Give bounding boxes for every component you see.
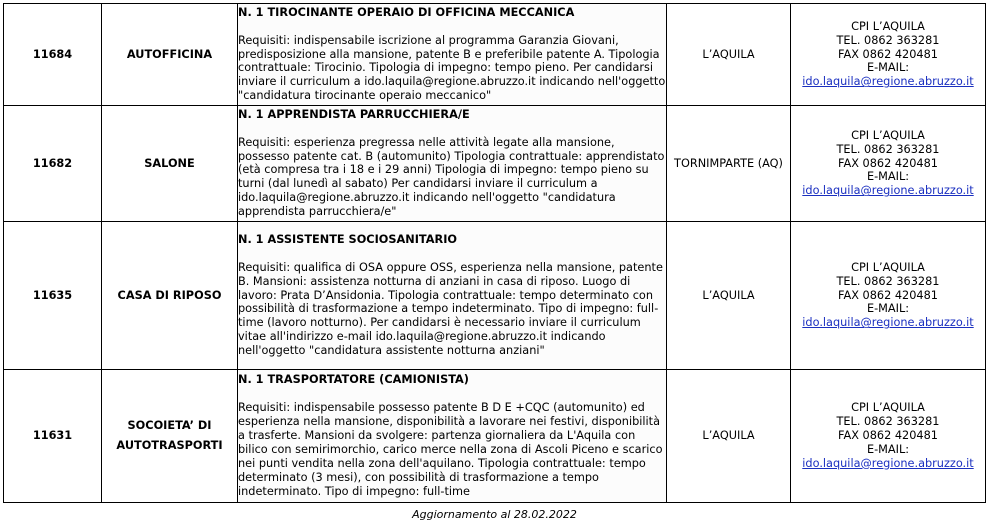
contact-email-label: E-MAIL: (866, 302, 910, 316)
job-listings-table (3, 3, 986, 503)
table-row (4, 4, 986, 106)
spacer (238, 247, 666, 261)
table-row (4, 370, 986, 503)
job-id: 11684 (4, 4, 102, 106)
contact-tel: TEL. 0862 363281 (836, 142, 940, 156)
contact-email-link[interactable]: ido.laquila@regione.abruzzo.it (802, 75, 974, 89)
table-row (4, 106, 986, 222)
company-name: CASA DI RIPOSO (102, 222, 238, 370)
company-name: SALONE (102, 106, 238, 222)
spacer (238, 20, 666, 34)
job-id: 11635 (4, 222, 102, 370)
job-title: N. 1 APPRENDISTA PARRUCCHIERA/E (238, 107, 470, 121)
contact-tel: TEL. 0862 363281 (836, 33, 940, 47)
company-name: AUTOFFICINA (102, 4, 238, 106)
job-location: TORNIMPARTE (AQ) (667, 106, 791, 222)
contact-cell (791, 4, 986, 106)
contact-fax: FAX 0862 420481 (838, 429, 938, 443)
job-description-cell (238, 4, 667, 106)
contact-office: CPI L’AQUILA (851, 19, 925, 33)
contact-email-link[interactable]: ido.laquila@regione.abruzzo.it (802, 456, 974, 470)
job-description-cell (238, 222, 667, 370)
spacer (238, 122, 666, 136)
job-title: N. 1 TIROCINANTE OPERAIO DI OFFICINA MECCANICA (238, 5, 575, 19)
job-description-cell (238, 106, 667, 222)
company-name-text: SOCOIETA’ DI AUTOTRASPORTI (116, 419, 223, 452)
contact-email-link[interactable]: ido.laquila@regione.abruzzo.it (802, 316, 974, 330)
job-requirements: Requisiti: qualifica di OSA oppure OSS, esperienza nella mansione, patente B. Mansioni: assistenza notturna di anziani in casa di riposo. Luogo di lavoro: Prata D’Ansidonia. Tipologia contrattuale: tempo determinato con possibilità di trasformazione a tempo indeterminato. Tipo di impegno: full-time (lavoro notturno). Per candidarsi è necessario inviare il curriculum vitae all'indirizzo e-mail ido.laquila@regione.abruzzo.it indicando nell'oggetto "candidatura assistente notturna anziani" (238, 260, 663, 358)
contact-cell (791, 106, 986, 222)
table-row (4, 222, 986, 370)
job-requirements: Requisiti: indispensabile iscrizione al programma Garanzia Giovani, predisposizione alla mansione, patente B e preferibile patente A. Tipologia contrattuale: Tirocinio. Tipologia di impegno: tempo pieno. Per candidarsi inviare il curriculum a ido.laquila@regione.abruzzo.it indicando nell'oggetto "candidatura tirocinante operaio meccanico" (238, 33, 666, 103)
spacer (238, 387, 666, 401)
job-location: L’AQUILA (667, 370, 791, 503)
contact-cell (791, 222, 986, 370)
contact-email-label: E-MAIL: (866, 442, 910, 456)
job-requirements: Requisiti: esperienza pregressa nelle attività legate alla mansione, possesso patente cat. B (automunito) Tipologia contrattuale: apprendistato (età compresa tra i 18 e i 29 anni) Tipologia di impegno: tempo pieno su turni (dal lunedì al sabato) Per candidarsi inviare il curriculum a ido.laquila@regione.abruzzo.it indicando nell'oggetto "candidatura apprendista parrucchiera/e" (238, 135, 665, 219)
job-id: 11631 (4, 370, 102, 503)
contact-fax: FAX 0862 420481 (838, 156, 938, 170)
contact-office: CPI L’AQUILA (851, 128, 925, 142)
contact-cell (791, 370, 986, 503)
contact-office: CPI L’AQUILA (851, 260, 925, 274)
company-name (102, 370, 238, 503)
job-title: N. 1 ASSISTENTE SOCIOSANITARIO (238, 232, 458, 246)
contact-email-label: E-MAIL: (866, 61, 910, 75)
job-location: L’AQUILA (667, 222, 791, 370)
contact-email-label: E-MAIL: (866, 170, 910, 184)
job-location: L’AQUILA (667, 4, 791, 106)
job-title: N. 1 TRASPORTATORE (CAMIONISTA) (238, 373, 469, 387)
contact-fax: FAX 0862 420481 (838, 288, 938, 302)
job-id: 11682 (4, 106, 102, 222)
contact-email-link[interactable]: ido.laquila@regione.abruzzo.it (802, 184, 974, 198)
update-date-footer: Aggiornamento al 28.02.2022 (412, 508, 577, 521)
job-description-cell (238, 370, 667, 503)
contact-tel: TEL. 0862 363281 (836, 415, 940, 429)
contact-tel: TEL. 0862 363281 (836, 274, 940, 288)
job-requirements: Requisiti: indispensabile possesso patente B D E +CQC (automunito) ed esperienza nella mansione, disponibilità a lavorare nei festivi, disponibilità a trasferte. Mansioni da svolgere: partenza giornaliera da L'Aquila con bilico con semirimorchio, carico merce nella zona di Ascoli Piceno e scarico nei punti vendita nella zona dell'aquilano. Tipologia contrattuale: tempo determinato (3 mesi), con possibilità di trasformazione a tempo indeterminato. Tipo di impegno: full-time (238, 401, 663, 498)
contact-office: CPI L’AQUILA (851, 401, 925, 415)
contact-fax: FAX 0862 420481 (838, 47, 938, 61)
